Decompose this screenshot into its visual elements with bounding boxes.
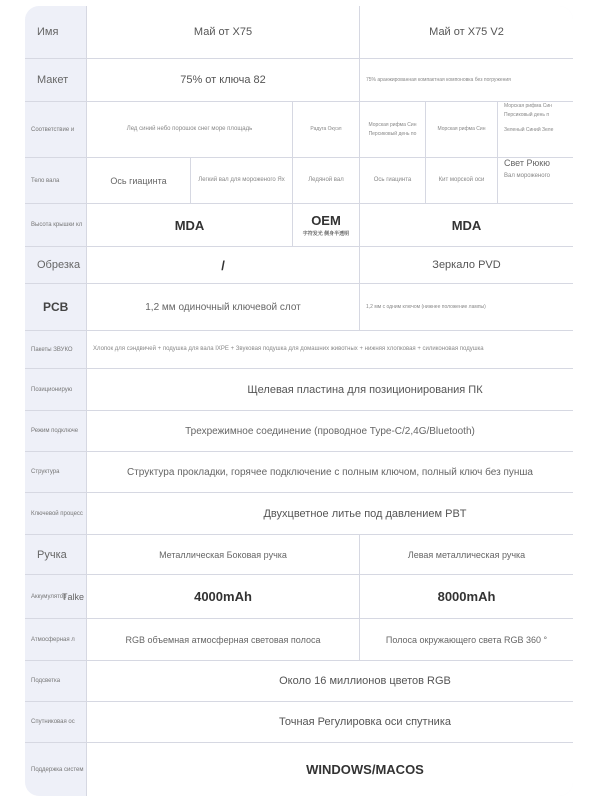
row-keycap-process — [25, 492, 573, 534]
row-label: Макет — [25, 59, 87, 101]
row-battery — [25, 574, 573, 618]
row-connection — [25, 410, 573, 451]
height-option-note: 字符发光 侧身半透明 — [302, 231, 350, 237]
row-label: Обрезка — [25, 247, 87, 283]
spec-table — [25, 6, 573, 796]
color-option: Лед синий небо порошок снег море площадь — [126, 126, 253, 132]
row-finish — [25, 246, 573, 283]
switch-option: Кит морской оси — [425, 158, 497, 203]
row-label: Структура — [25, 452, 87, 492]
switch-option-group — [497, 158, 573, 203]
switch-option: Ледяной вал — [292, 158, 359, 203]
system-spec: WINDOWS/MACOS — [306, 762, 424, 777]
row-keycap-height — [25, 203, 573, 246]
row-foam — [25, 330, 573, 368]
color-option: Персиковый день п — [504, 112, 550, 118]
row-backlight — [25, 660, 573, 701]
row-layout — [25, 58, 573, 101]
color-option: Радуга Окуэл — [292, 102, 359, 157]
row-system — [25, 742, 573, 796]
row-label: Аккумулятор — [25, 575, 87, 618]
row-label: PCB — [25, 284, 87, 330]
battery-x75: 4000mAh — [194, 589, 252, 604]
knob-x75-v2: Левая металлическая ручка — [359, 535, 573, 574]
color-option: Зеленый Синий Зеле — [504, 127, 554, 133]
row-label: Спутниковая ос — [25, 702, 87, 742]
row-stabilizer — [25, 701, 573, 742]
row-label: Поддержка систем — [25, 743, 87, 796]
row-knob — [25, 534, 573, 574]
model-x75: Май от X75 — [193, 26, 253, 38]
row-name — [25, 6, 573, 58]
pcb-x75-v2: 1,2 мм с одним ключом (нижнее положение лампы) — [359, 284, 573, 330]
light-x75-v2: Полоса окружающего света RGB 360 ° — [359, 619, 573, 660]
foam-spec: Хлопок для сэндвичей + подушка для вала IXPE + Звуковая подушка для домашних животных + нижняя хлопковая + силиконовая подушка — [93, 346, 484, 352]
color-option: Морская рифма Син — [425, 102, 497, 157]
switch-option: Ось гиацинта — [110, 175, 167, 186]
stabilizer-spec: Точная Регулировка оси спутника — [279, 716, 451, 728]
row-label: Высота крышки кл — [25, 204, 87, 246]
switch-option: Вал мороженого — [504, 173, 550, 179]
switch-option: Свет Рюкю — [504, 158, 550, 168]
structure-spec: Структура прокладки, горячее подключение с полным ключом, полный ключ без пунша — [126, 466, 533, 478]
row-label: Атмосферная л — [25, 619, 87, 660]
row-label: Соответствие и — [25, 102, 87, 157]
layout-x75-v2: 75% аранжированная компактная компоновка без погружения — [359, 59, 573, 101]
backlight-spec: Около 16 миллионов цветов RGB — [279, 675, 451, 687]
height-option: MDA — [174, 217, 205, 233]
color-option-group — [497, 102, 573, 157]
knob-x75: Металлическая Боковая ручка — [159, 549, 287, 560]
height-option: OEM — [311, 213, 341, 228]
pcb-x75: 1,2 мм одиночный ключевой слот — [145, 301, 301, 313]
model-x75-v2: Май от X75 V2 — [359, 6, 573, 58]
layout-x75: 75% от ключа 82 — [180, 74, 266, 86]
light-x75: RGB объемная атмосферная световая полоса — [125, 634, 321, 645]
plate-spec: Щелевая пластина для позиционирования ПК — [247, 383, 483, 396]
height-option: MDA — [359, 204, 573, 246]
row-label: Позиционирую — [25, 369, 87, 410]
row-label: Ключевой процесс — [25, 493, 87, 534]
row-label: Тело вала — [25, 158, 87, 203]
row-ambient-light — [25, 618, 573, 660]
color-option: Морская рифма Син Персиковый день по — [359, 102, 425, 157]
row-label: Пакеты ЗВУКО — [25, 331, 87, 368]
row-plate — [25, 368, 573, 410]
keycap-spec: Двухцветное литье под давлением PBT — [263, 507, 467, 520]
row-color — [25, 101, 573, 157]
height-option-group — [292, 204, 359, 246]
row-label: Режим подключе — [25, 411, 87, 451]
battery-x75-v2: 8000mAh — [359, 575, 573, 618]
row-label: Имя — [25, 6, 87, 58]
finish-x75-v2: Зеркало PVD — [359, 247, 573, 283]
row-pcb — [25, 283, 573, 330]
battery-overlay-text: Тalke — [61, 591, 84, 602]
row-label: Ручка — [25, 535, 87, 574]
row-switch — [25, 157, 573, 203]
finish-x75: / — [221, 257, 225, 273]
switch-option: Легкий вал для мороженого Ях — [190, 158, 292, 203]
row-label: Подсветка — [25, 661, 87, 701]
switch-option: Ось гиацинта — [359, 158, 425, 203]
color-option: Морская рифма Син — [504, 103, 552, 109]
connection-spec: Трехрежимное соединение (проводное Type-C/2,4G/Bluetooth) — [185, 425, 475, 437]
row-structure — [25, 451, 573, 492]
